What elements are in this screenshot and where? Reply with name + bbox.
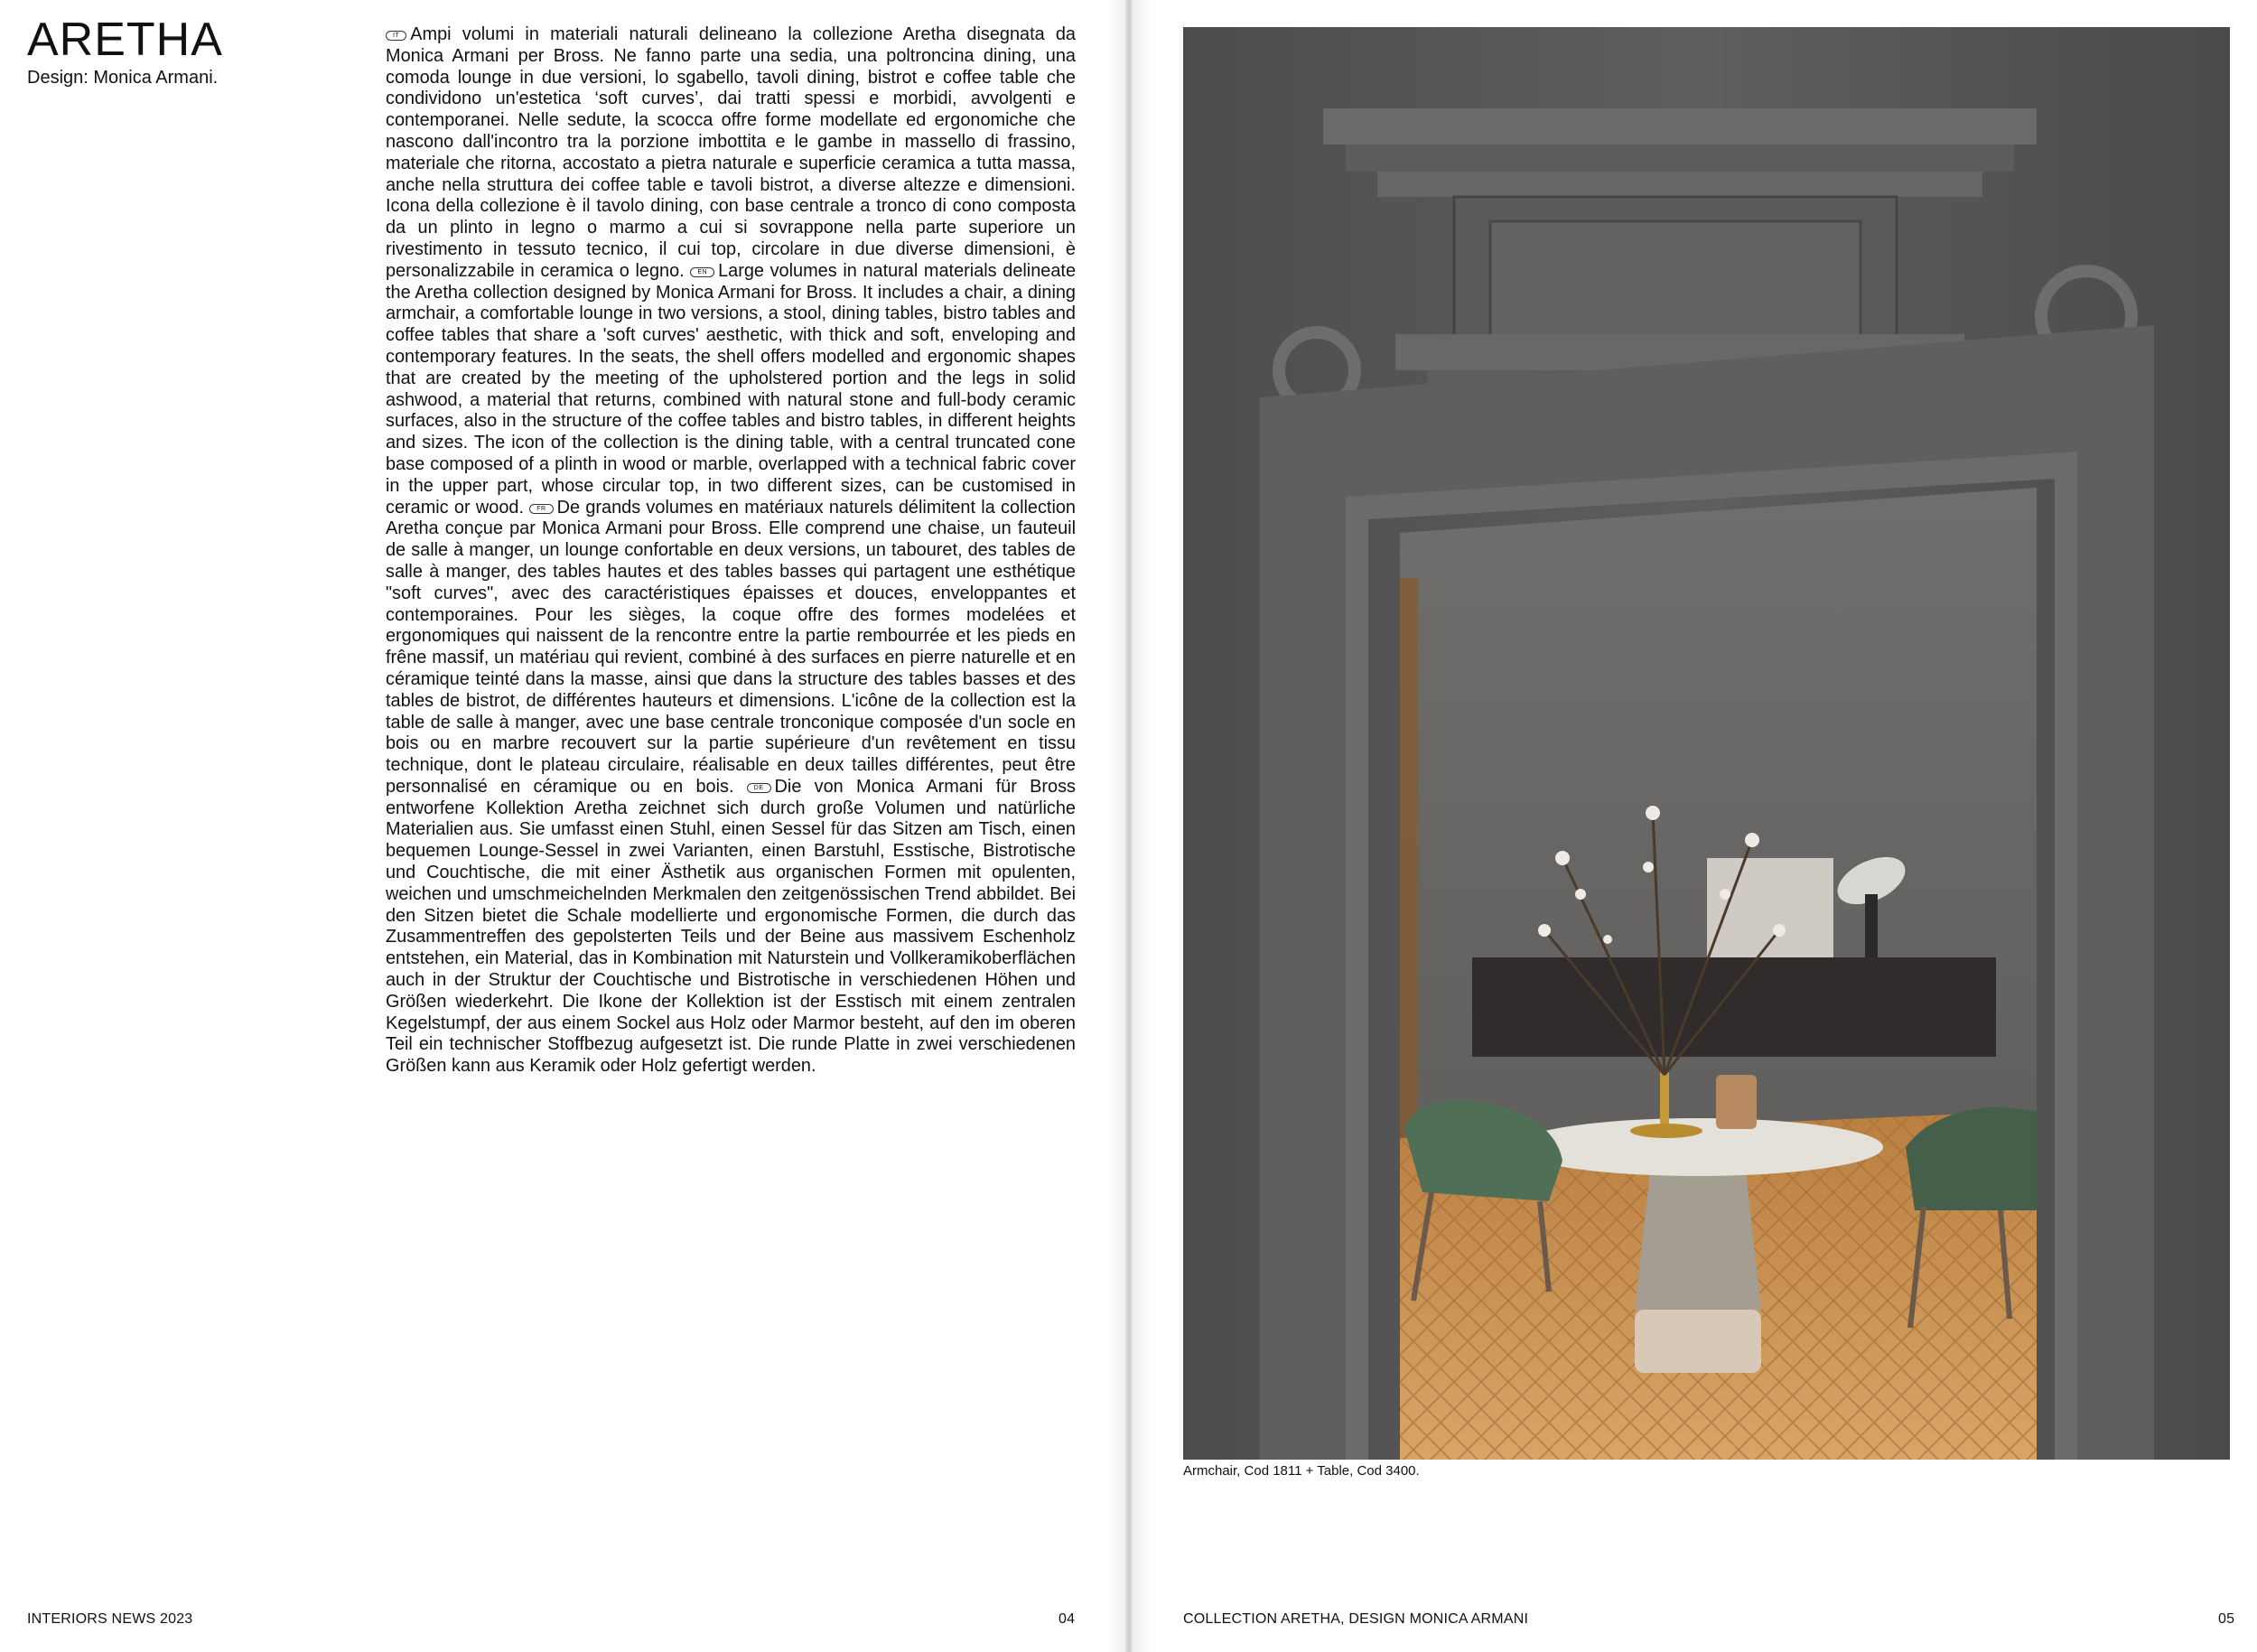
footer-collection: COLLECTION ARETHA, DESIGN MONICA ARMANI [1183,1611,1529,1627]
page-number-right: 05 [2218,1611,2235,1627]
lang-tag-de: DE [747,783,771,793]
article-body [386,24,1076,1078]
lang-tag-fr: FR [529,504,553,514]
lang-tag-en: EN [690,267,714,277]
article-title: ARETHA [27,14,223,66]
paragraph-en: Large volumes in natural materials delineate the Aretha collection designed by Monica Armani for Bross. It includes a chair, a dining armchair, a comfortable lounge in two versions, a stool, dining tables, bistro tables and coffee tables that share a 'soft curves' aesthetic, with thick and soft, enveloping and contemporary features. In the seats, the shell offers modelled and ergonomic shapes that are created by the meeting of the upholstered portion and the legs in solid ashwood, a material that returns, combined with natural stone and full-body ceramic surfaces, also in the structure of the coffee tables and bistro tables, in different heights and sizes. The icon of the collection is the dining table, with a central truncated cone base composed of a plinth in wood or marble, overlapped with a technical fabric cover in the upper part, whose circular top, in two different sizes, can be customised in ceramic or wood. [386,260,1077,518]
paragraph-de: Die von Monica Armani für Bross entworfene Kollektion Aretha zeichnet sich durch große Volumen und natürliche Materialien aus. Sie umfasst einen Stuhl, einen Sessel für das Sitzen am Tisch, einen bequemen Lounge-Sessel in zwei Varianten, einen Barstuhl, Esstische, Bistrotische und Couchtische, die mit einer Ästhetik aus organischen Formen mit opulenten, weichen und umschmeichelnden Merkmalen den zeitgenössischen Trend abbildet. Bei den Sitzen bietet die Schale modellierte und ergonomische Formen, die durch das Zusammentreffen des gepolsterten Teils und der Beine aus massivem Eschenholz entstehen, ein Material, das in Kombination mit Naturstein und Vollkeramikoberflächen auch in der Struktur der Couchtische und Bistrotische in verschiedenen Höhen und Größen wiederkehrt. Die Ikone der Kollektion ist der Esstisch mit einem zentralen Kegelstumpf, der aus einem Sockel aus Holz oder Marmor besteht, auf den im oberen Teil ein technischer Stoffbezug aufgesetzt ist. Die runde Platte in zwei verschiedenen Größen kann aus Keramik oder Holz gefertigt werden. [386,776,1076,1077]
page-number-left: 04 [1059,1611,1076,1627]
lang-tag-it: IT [386,31,406,41]
paragraph-fr: De grands volumes en matériaux naturels délimitent la collection Aretha conçue par Monica Armani pour Bross. Elle comprend une chaise, un fauteuil de salle à manger, un lounge confortable en deux versions, un tabouret, des tables de salle à manger, des tables hautes et des tables basses qui partagent une esthétique "soft curves", avec des caractéristiques épaisses et douces, enveloppantes et contemporaines. Pour les sièges, la coque offre des formes modelées et ergonomiques qui naissent de la rencontre entre la partie rembourrée et les pieds en frêne massif, un matériau qui revient, combiné à des surfaces en pierre naturelle et en céramique teinté dans la masse, ainsi que dans la structure des tables basses et des tables de bistrot, de différentes hauteurs et dimensions. L'icône de la collection est la table de salle à manger, avec une base centrale tronconique composée d'un socle en bois ou en marbre recouvert sur la partie supérieure d'un revêtement en tissu technique, dont le plateau circulaire, réalisable en deux tailles différentes, peut être personnalisé en céramique ou en bois. [386,497,1076,797]
paragraph-it: Ampi volumi in materiali naturali delineano la collezione Aretha disegnata da Monica Armani per Bross. Ne fanno parte una sedia, una poltroncina dining, una comoda lounge in due versioni, lo sgabello, tavoli dining, bistrot e coffee table che condividono un'estetica ‘soft curves’, dai tratti spessi e morbidi, avvolgenti e contemporanei. Nelle sedute, la scocca offre forme modellate ed ergonomiche che nascono dall'incontro tra la porzione imbottita e le gambe in massello di frassino, materiale che ritorna, accostato a pietra naturale e superficie ceramica a tutta massa, anche nella struttura dei coffee table e tavoli bistrot, a diverse altezze e dimensioni. Icona della collezione è il tavolo dining, con base centrale a tronco di cono composta da un plinto in legno o marmo a cui si sovrappone nella parte superiore un rivestimento in tessuto tecnico, il cui top, circolare in due diverse dimensioni, è personalizzabile in ceramica o legno. [386,24,1076,281]
footer-publication: INTERIORS NEWS 2023 [27,1611,193,1627]
interior-photo [1183,27,2230,1460]
photo-caption: Armchair, Cod 1811 + Table, Cod 3400. [1183,1463,1420,1479]
interior-photo-illustration [1183,27,2230,1460]
designer-credit: Design: Monica Armani. [27,68,219,88]
